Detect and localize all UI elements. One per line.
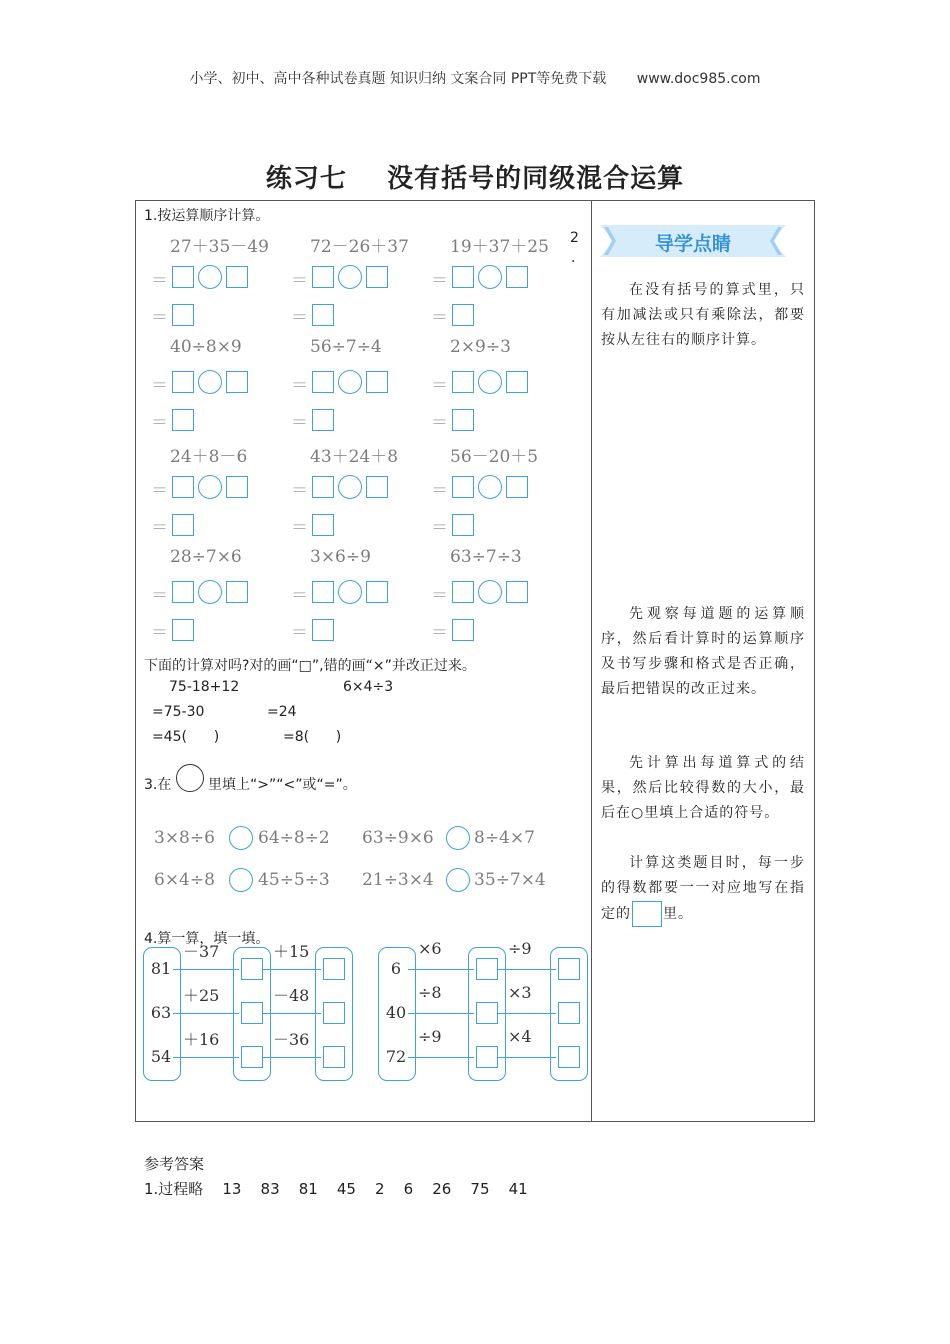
q1-problem-expression: 19＋37＋25	[450, 237, 549, 257]
equals-sign: ＝	[431, 308, 448, 328]
equals-sign: ＝	[291, 623, 308, 643]
left-connector-line	[263, 1013, 321, 1014]
q1-problem-expression: 27＋35－49	[170, 237, 269, 257]
equals-sign: ＝	[151, 481, 168, 501]
right-connector-line	[498, 1013, 556, 1014]
tip-4-text: 计算这类题目时，每一步的得数都要一一对应地写在指定的	[601, 855, 805, 922]
equals-sign: ＝	[151, 271, 168, 291]
right-connector-line	[408, 1013, 474, 1014]
left-answer-box[interactable]	[323, 958, 345, 980]
equals-sign: ＝	[151, 308, 168, 328]
equals-sign: ＝	[151, 623, 168, 643]
answer-box[interactable]	[226, 476, 248, 498]
result-box[interactable]	[312, 514, 334, 536]
left-operation-2: －36	[273, 1030, 310, 1049]
left-connector-line	[173, 1057, 239, 1058]
operator-circle[interactable]	[338, 265, 362, 289]
equals-sign: ＝	[151, 413, 168, 433]
q1-problem-expression: 2×9÷3	[450, 337, 511, 357]
result-box[interactable]	[172, 514, 194, 536]
left-answer-box[interactable]	[323, 1046, 345, 1068]
compare-expression: 8÷4×7	[474, 828, 535, 848]
answer-box[interactable]	[452, 581, 474, 603]
right-operation-1: ÷9	[418, 1027, 442, 1046]
q2-right-line3[interactable]: =8( )	[283, 729, 342, 745]
answer-box[interactable]	[366, 581, 388, 603]
right-start-number: 40	[385, 1003, 407, 1022]
equals-sign: ＝	[431, 271, 448, 291]
page-marker-number: 2	[570, 230, 579, 246]
header-url[interactable]: www.doc985.com	[636, 71, 761, 87]
q1-problem-expression: 72－26＋37	[310, 237, 409, 257]
answer-box[interactable]	[452, 266, 474, 288]
operator-circle[interactable]	[478, 265, 502, 289]
left-operation-1: ＋16	[183, 1030, 220, 1049]
q1-problem-expression: 63÷7÷3	[450, 547, 522, 567]
left-answer-box[interactable]	[241, 1046, 263, 1068]
right-connector-line	[498, 1057, 556, 1058]
result-box[interactable]	[312, 409, 334, 431]
result-box[interactable]	[452, 409, 474, 431]
answer-box[interactable]	[226, 266, 248, 288]
answer-box[interactable]	[366, 371, 388, 393]
left-answer-box[interactable]	[323, 1002, 345, 1024]
equals-sign: ＝	[431, 586, 448, 606]
site-header	[0, 68, 950, 88]
answer-box[interactable]	[452, 371, 474, 393]
q1-problem-expression: 3×6÷9	[310, 547, 371, 567]
answer-box[interactable]	[506, 476, 528, 498]
answer-box[interactable]	[506, 581, 528, 603]
operator-circle[interactable]	[478, 580, 502, 604]
left-connector-line	[173, 1013, 239, 1014]
compare-circle[interactable]	[229, 868, 253, 892]
operator-circle[interactable]	[198, 265, 222, 289]
q1-problem-expression: 43＋24＋8	[310, 447, 399, 467]
operator-circle[interactable]	[478, 475, 502, 499]
equals-sign: ＝	[291, 376, 308, 396]
operator-circle[interactable]	[338, 580, 362, 604]
equals-sign: ＝	[291, 586, 308, 606]
compare-circle[interactable]	[446, 868, 470, 892]
operator-circle[interactable]	[198, 580, 222, 604]
result-box[interactable]	[452, 514, 474, 536]
result-box[interactable]	[452, 304, 474, 326]
right-answer-box[interactable]	[558, 958, 580, 980]
operator-circle[interactable]	[198, 370, 222, 394]
q3-label-post: 里填上“>”“<”或“=”。	[208, 777, 357, 793]
equals-sign: ＝	[291, 271, 308, 291]
result-box[interactable]	[452, 619, 474, 641]
compare-expression: 21÷3×4	[362, 870, 434, 890]
compare-expression: 35÷7×4	[474, 870, 546, 890]
equals-sign: ＝	[151, 586, 168, 606]
answer-box[interactable]	[506, 371, 528, 393]
right-connector-line	[408, 969, 474, 970]
tip-2: 先观察每道题的运算顺序，然后看计算时的运算顺序及书写步骤和格式是否正确，最后把错误的改正过来。	[601, 606, 805, 697]
tip-3: 先计算出每道算式的结果，然后比较得数的大小，最后在○里填上合适的符号。	[601, 755, 805, 821]
right-operation-1: ×6	[418, 939, 442, 958]
q1-problem-expression: 40÷8×9	[170, 337, 242, 357]
equals-sign: ＝	[291, 413, 308, 433]
right-answer-box[interactable]	[558, 1002, 580, 1024]
banner-title: 导学点睛	[654, 233, 731, 255]
result-box[interactable]	[172, 409, 194, 431]
q1-problem-expression: 28÷7×6	[170, 547, 242, 567]
compare-circle[interactable]	[446, 826, 470, 850]
equals-sign: ＝	[151, 518, 168, 538]
answer-box[interactable]	[226, 371, 248, 393]
answer-box[interactable]	[506, 266, 528, 288]
q1-problem-expression: 24＋8－6	[170, 447, 248, 467]
q2-left-line1: 75-18+12	[169, 679, 240, 695]
right-operation-1: ÷8	[418, 983, 442, 1002]
tip-1: 在没有括号的算式里，只有加减法或只有乘除法，都要按从左往右的顺序计算。	[601, 282, 805, 348]
answer-box[interactable]	[312, 371, 334, 393]
left-answer-box[interactable]	[241, 958, 263, 980]
compare-expression: 63÷9×6	[362, 828, 434, 848]
answer-box[interactable]	[172, 476, 194, 498]
equals-sign: ＝	[431, 481, 448, 501]
q2-right-line2: =24	[267, 704, 297, 720]
operator-circle[interactable]	[478, 370, 502, 394]
left-operation-1: ＋25	[183, 986, 220, 1005]
answer-box-icon	[632, 901, 662, 927]
page-marker-dot: .	[571, 250, 576, 266]
answer-box[interactable]	[312, 581, 334, 603]
equals-sign: ＝	[431, 376, 448, 396]
equals-sign: ＝	[431, 413, 448, 433]
result-box[interactable]	[312, 304, 334, 326]
compare-expression: 45÷5÷3	[258, 870, 330, 890]
operator-circle[interactable]	[338, 475, 362, 499]
left-connector-line	[173, 969, 239, 970]
left-start-number: 63	[150, 1003, 172, 1022]
right-answer-box[interactable]	[476, 1046, 498, 1068]
result-box[interactable]	[172, 304, 194, 326]
answers-title: 参考答案	[144, 1155, 205, 1173]
answer-box[interactable]	[172, 371, 194, 393]
right-operation-2: ÷9	[508, 939, 532, 958]
compare-circle[interactable]	[229, 826, 253, 850]
equals-sign: ＝	[291, 308, 308, 328]
right-connector-line	[408, 1057, 474, 1058]
operator-circle[interactable]	[338, 370, 362, 394]
right-answer-box[interactable]	[476, 1002, 498, 1024]
answer-box[interactable]	[172, 581, 194, 603]
q3-label-pre: 3.在	[144, 777, 172, 793]
left-operation-2: ＋15	[273, 942, 310, 961]
q2-label: 下面的计算对吗?对的画“□”,错的画“×”并改正过来。	[144, 658, 476, 674]
left-answer-box[interactable]	[241, 1002, 263, 1024]
q4-label: 4.算一算，填一填。	[144, 931, 270, 947]
result-box[interactable]	[312, 619, 334, 641]
left-connector-line	[263, 1057, 321, 1058]
left-connector-line	[263, 969, 321, 970]
q2-left-line2: =75-30	[152, 704, 205, 720]
equals-sign: ＝	[431, 518, 448, 538]
right-start-number: 6	[390, 959, 402, 978]
q1-problem-expression: 56÷7÷4	[310, 337, 382, 357]
answer-box[interactable]	[366, 266, 388, 288]
answer-box[interactable]	[366, 476, 388, 498]
tip-4	[601, 851, 805, 927]
compare-expression: 6×4÷8	[154, 870, 215, 890]
page-title: 练习七 没有括号的同级混合运算	[265, 164, 685, 194]
operator-circle[interactable]	[198, 475, 222, 499]
guide-banner	[600, 225, 786, 257]
answers-line-1: 1.过程略 13 83 81 45 2 6 26 75 41	[144, 1180, 528, 1198]
answer-box[interactable]	[452, 476, 474, 498]
equals-sign: ＝	[291, 481, 308, 501]
right-start-number: 72	[385, 1047, 407, 1066]
answer-box[interactable]	[312, 476, 334, 498]
result-box[interactable]	[172, 619, 194, 641]
q2-left-line3[interactable]: =45( )	[152, 729, 220, 745]
tip-4-end: 里。	[663, 906, 693, 922]
q1-problem-expression: 56－20＋5	[450, 447, 539, 467]
q2-right-line1: 6×4÷3	[343, 679, 394, 695]
left-operation-1: －37	[183, 942, 220, 961]
answer-box[interactable]	[226, 581, 248, 603]
circle-symbol-icon	[176, 764, 204, 792]
right-connector-line	[498, 969, 556, 970]
equals-sign: ＝	[151, 376, 168, 396]
left-start-number: 54	[150, 1047, 172, 1066]
header-text: 小学、初中、高中各种试卷真题 知识归纳 文案合同 PPT等免费下载	[189, 71, 607, 87]
answer-box[interactable]	[172, 266, 194, 288]
equals-sign: ＝	[291, 518, 308, 538]
right-operation-2: ×3	[508, 983, 532, 1002]
right-operation-2: ×4	[508, 1027, 532, 1046]
left-start-number: 81	[150, 959, 172, 978]
answer-box[interactable]	[312, 266, 334, 288]
equals-sign: ＝	[431, 623, 448, 643]
left-operation-2: －48	[273, 986, 310, 1005]
column-divider	[591, 200, 592, 1122]
right-answer-box[interactable]	[558, 1046, 580, 1068]
right-answer-box[interactable]	[476, 958, 498, 980]
compare-expression: 64÷8÷2	[258, 828, 330, 848]
q1-label: 1.按运算顺序计算。	[144, 208, 270, 224]
compare-expression: 3×8÷6	[154, 828, 215, 848]
